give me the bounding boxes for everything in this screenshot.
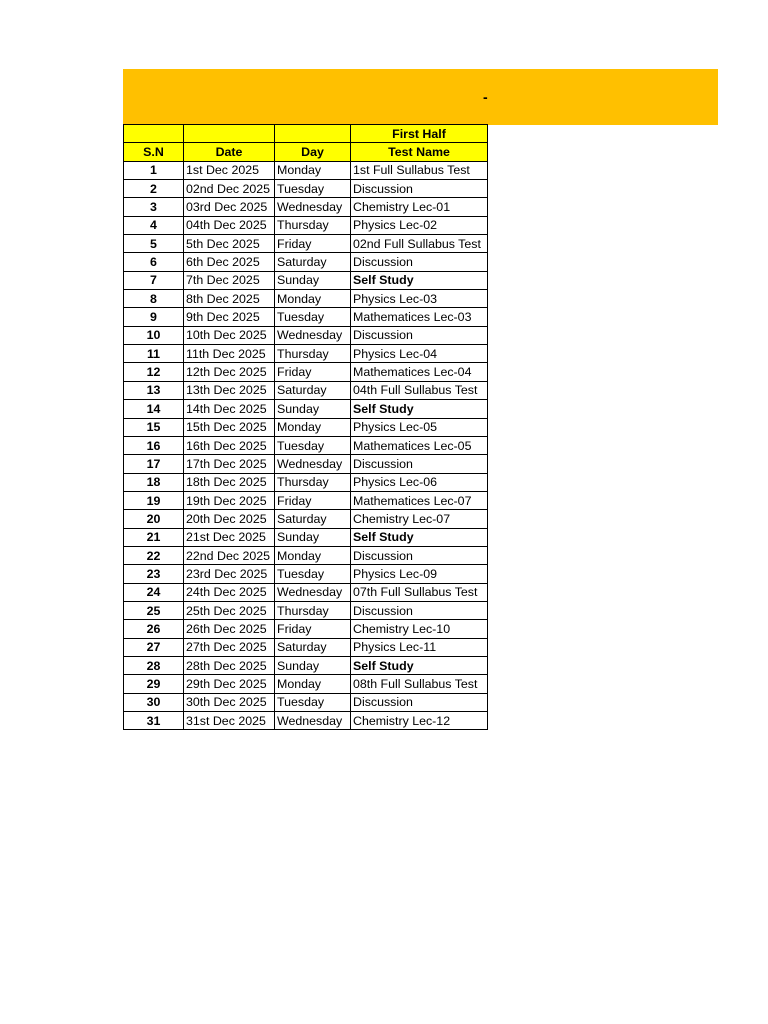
table-row <box>124 675 488 693</box>
table-row <box>124 436 488 454</box>
cell-test-name: Mathematices Lec-05 <box>351 436 488 454</box>
cell-sn: 30 <box>124 693 184 711</box>
cell-sn: 29 <box>124 675 184 693</box>
cell-day: Wednesday <box>275 455 351 473</box>
title-band <box>123 69 718 125</box>
cell-date: 31st Dec 2025 <box>184 712 275 730</box>
cell-date: 04th Dec 2025 <box>184 216 275 234</box>
cell-test-name: 08th Full Sullabus Test <box>351 675 488 693</box>
table-row <box>124 473 488 491</box>
cell-day: Friday <box>275 235 351 253</box>
cell-test-name: Physics Lec-05 <box>351 418 488 436</box>
cell-date: 22nd Dec 2025 <box>184 546 275 564</box>
cell-date: 25th Dec 2025 <box>184 601 275 619</box>
table-row <box>124 693 488 711</box>
table-row <box>124 620 488 638</box>
cell-test-name: Discussion <box>351 253 488 271</box>
cell-day: Friday <box>275 620 351 638</box>
column-header-sn: S.N <box>124 143 184 161</box>
cell-test-name: Self Study <box>351 271 488 289</box>
cell-date: 16th Dec 2025 <box>184 436 275 454</box>
group-header-blank-day <box>275 125 351 143</box>
group-header-row <box>124 125 488 143</box>
cell-date: 9th Dec 2025 <box>184 308 275 326</box>
cell-date: 02nd Dec 2025 <box>184 180 275 198</box>
cell-day: Thursday <box>275 601 351 619</box>
cell-day: Friday <box>275 491 351 509</box>
cell-test-name: Discussion <box>351 180 488 198</box>
cell-sn: 5 <box>124 235 184 253</box>
cell-day: Wednesday <box>275 326 351 344</box>
cell-sn: 27 <box>124 638 184 656</box>
table-row <box>124 290 488 308</box>
cell-day: Wednesday <box>275 198 351 216</box>
group-header-first-half: First Half <box>351 125 488 143</box>
cell-date: 14th Dec 2025 <box>184 400 275 418</box>
cell-date: 13th Dec 2025 <box>184 381 275 399</box>
cell-day: Tuesday <box>275 565 351 583</box>
table-row <box>124 271 488 289</box>
cell-test-name: Chemistry Lec-07 <box>351 510 488 528</box>
table-row <box>124 216 488 234</box>
table-row <box>124 308 488 326</box>
cell-date: 29th Dec 2025 <box>184 675 275 693</box>
cell-sn: 6 <box>124 253 184 271</box>
cell-sn: 23 <box>124 565 184 583</box>
table-row <box>124 601 488 619</box>
cell-test-name: Discussion <box>351 326 488 344</box>
cell-date: 1st Dec 2025 <box>184 161 275 179</box>
cell-date: 17th Dec 2025 <box>184 455 275 473</box>
cell-day: Saturday <box>275 381 351 399</box>
table-row <box>124 656 488 674</box>
cell-date: 28th Dec 2025 <box>184 656 275 674</box>
cell-test-name: Chemistry Lec-01 <box>351 198 488 216</box>
cell-day: Friday <box>275 363 351 381</box>
cell-date: 19th Dec 2025 <box>184 491 275 509</box>
cell-sn: 20 <box>124 510 184 528</box>
table-row <box>124 363 488 381</box>
cell-date: 15th Dec 2025 <box>184 418 275 436</box>
cell-test-name: Discussion <box>351 455 488 473</box>
column-header-test-name: Test Name <box>351 143 488 161</box>
cell-date: 5th Dec 2025 <box>184 235 275 253</box>
cell-sn: 22 <box>124 546 184 564</box>
table-row <box>124 345 488 363</box>
cell-date: 23rd Dec 2025 <box>184 565 275 583</box>
cell-day: Thursday <box>275 345 351 363</box>
cell-sn: 19 <box>124 491 184 509</box>
table-row <box>124 400 488 418</box>
cell-day: Sunday <box>275 656 351 674</box>
cell-sn: 18 <box>124 473 184 491</box>
cell-test-name: Self Study <box>351 400 488 418</box>
cell-date: 24th Dec 2025 <box>184 583 275 601</box>
cell-sn: 13 <box>124 381 184 399</box>
group-header-blank-sn <box>124 125 184 143</box>
cell-day: Tuesday <box>275 308 351 326</box>
table-row <box>124 638 488 656</box>
cell-test-name: Discussion <box>351 601 488 619</box>
cell-sn: 3 <box>124 198 184 216</box>
table-row <box>124 510 488 528</box>
cell-sn: 4 <box>124 216 184 234</box>
cell-date: 18th Dec 2025 <box>184 473 275 491</box>
table-row <box>124 528 488 546</box>
cell-date: 27th Dec 2025 <box>184 638 275 656</box>
cell-sn: 7 <box>124 271 184 289</box>
cell-sn: 12 <box>124 363 184 381</box>
cell-test-name: Mathematices Lec-03 <box>351 308 488 326</box>
cell-test-name: 02nd Full Sullabus Test <box>351 235 488 253</box>
table-row <box>124 235 488 253</box>
cell-date: 8th Dec 2025 <box>184 290 275 308</box>
cell-sn: 17 <box>124 455 184 473</box>
cell-sn: 21 <box>124 528 184 546</box>
cell-test-name: Mathematices Lec-07 <box>351 491 488 509</box>
column-header-date: Date <box>184 143 275 161</box>
schedule-body <box>124 125 488 730</box>
cell-day: Tuesday <box>275 693 351 711</box>
cell-sn: 10 <box>124 326 184 344</box>
cell-sn: 9 <box>124 308 184 326</box>
cell-sn: 25 <box>124 601 184 619</box>
table-row <box>124 491 488 509</box>
table-row <box>124 418 488 436</box>
cell-test-name: Mathematices Lec-04 <box>351 363 488 381</box>
cell-date: 7th Dec 2025 <box>184 271 275 289</box>
cell-test-name: Physics Lec-06 <box>351 473 488 491</box>
cell-test-name: Chemistry Lec-10 <box>351 620 488 638</box>
cell-day: Sunday <box>275 400 351 418</box>
cell-sn: 28 <box>124 656 184 674</box>
cell-test-name: Physics Lec-11 <box>351 638 488 656</box>
cell-day: Monday <box>275 290 351 308</box>
cell-day: Monday <box>275 418 351 436</box>
table-row <box>124 455 488 473</box>
cell-test-name: Physics Lec-02 <box>351 216 488 234</box>
table-row <box>124 198 488 216</box>
cell-day: Monday <box>275 161 351 179</box>
cell-sn: 15 <box>124 418 184 436</box>
table-row <box>124 161 488 179</box>
cell-test-name: Self Study <box>351 528 488 546</box>
cell-test-name: 04th Full Sullabus Test <box>351 381 488 399</box>
cell-date: 20th Dec 2025 <box>184 510 275 528</box>
cell-date: 11th Dec 2025 <box>184 345 275 363</box>
table-row <box>124 583 488 601</box>
cell-date: 03rd Dec 2025 <box>184 198 275 216</box>
cell-day: Tuesday <box>275 436 351 454</box>
table-row <box>124 546 488 564</box>
cell-day: Saturday <box>275 510 351 528</box>
cell-day: Sunday <box>275 271 351 289</box>
cell-sn: 24 <box>124 583 184 601</box>
cell-sn: 11 <box>124 345 184 363</box>
cell-day: Thursday <box>275 216 351 234</box>
cell-test-name: Chemistry Lec-12 <box>351 712 488 730</box>
table-row <box>124 253 488 271</box>
group-header-blank-date <box>184 125 275 143</box>
cell-day: Tuesday <box>275 180 351 198</box>
cell-date: 21st Dec 2025 <box>184 528 275 546</box>
cell-test-name: 07th Full Sullabus Test <box>351 583 488 601</box>
cell-date: 6th Dec 2025 <box>184 253 275 271</box>
schedule-table <box>123 124 488 730</box>
table-row <box>124 326 488 344</box>
table-row <box>124 381 488 399</box>
cell-day: Monday <box>275 675 351 693</box>
table-row <box>124 712 488 730</box>
cell-day: Wednesday <box>275 583 351 601</box>
cell-sn: 16 <box>124 436 184 454</box>
cell-day: Saturday <box>275 253 351 271</box>
column-header-day: Day <box>275 143 351 161</box>
table-row <box>124 180 488 198</box>
cell-sn: 26 <box>124 620 184 638</box>
cell-test-name: Self Study <box>351 656 488 674</box>
cell-sn: 8 <box>124 290 184 308</box>
cell-date: 10th Dec 2025 <box>184 326 275 344</box>
cell-day: Sunday <box>275 528 351 546</box>
cell-day: Wednesday <box>275 712 351 730</box>
cell-sn: 1 <box>124 161 184 179</box>
sheet-title: - <box>483 89 488 105</box>
cell-sn: 14 <box>124 400 184 418</box>
cell-test-name: Discussion <box>351 546 488 564</box>
cell-sn: 2 <box>124 180 184 198</box>
cell-test-name: Physics Lec-03 <box>351 290 488 308</box>
cell-test-name: Physics Lec-04 <box>351 345 488 363</box>
cell-day: Saturday <box>275 638 351 656</box>
table-row <box>124 565 488 583</box>
cell-day: Monday <box>275 546 351 564</box>
cell-test-name: Discussion <box>351 693 488 711</box>
cell-date: 26th Dec 2025 <box>184 620 275 638</box>
column-header-row <box>124 143 488 161</box>
cell-date: 30th Dec 2025 <box>184 693 275 711</box>
cell-test-name: Physics Lec-09 <box>351 565 488 583</box>
cell-day: Thursday <box>275 473 351 491</box>
cell-test-name: 1st Full Sullabus Test <box>351 161 488 179</box>
cell-sn: 31 <box>124 712 184 730</box>
cell-date: 12th Dec 2025 <box>184 363 275 381</box>
